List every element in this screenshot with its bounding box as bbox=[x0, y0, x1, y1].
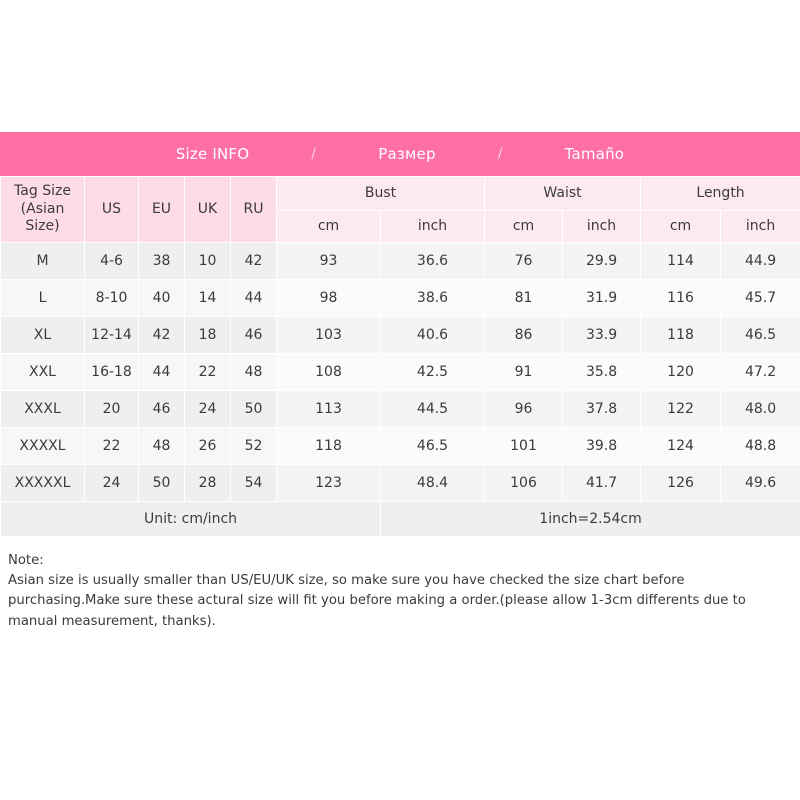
cell-us: 4-6 bbox=[85, 242, 139, 279]
cell-waist-cm: 86 bbox=[485, 316, 563, 353]
cell-us: 16-18 bbox=[85, 353, 139, 390]
cell-eu: 40 bbox=[139, 279, 185, 316]
header-eu: EU bbox=[139, 177, 185, 243]
cell-uk: 14 bbox=[185, 279, 231, 316]
cell-ru: 42 bbox=[231, 242, 277, 279]
cell-eu: 42 bbox=[139, 316, 185, 353]
cell-bust-cm: 118 bbox=[277, 427, 381, 464]
cell-length-cm: 116 bbox=[641, 279, 721, 316]
header-bust-inch: inch bbox=[381, 210, 485, 242]
cell-uk: 22 bbox=[185, 353, 231, 390]
size-table bbox=[0, 176, 800, 537]
table-row bbox=[1, 427, 800, 464]
cell-uk: 28 bbox=[185, 464, 231, 501]
table-footer-row bbox=[1, 501, 800, 536]
cell-length-inch: 45.7 bbox=[721, 279, 800, 316]
table-row bbox=[1, 464, 800, 501]
footer-conversion: 1inch=2.54cm bbox=[381, 501, 800, 536]
footer-unit: Unit: cm/inch bbox=[1, 501, 381, 536]
cell-tag-size: L bbox=[1, 279, 85, 316]
cell-ru: 46 bbox=[231, 316, 277, 353]
cell-length-cm: 122 bbox=[641, 390, 721, 427]
cell-tag-size: XXXXXL bbox=[1, 464, 85, 501]
cell-eu: 46 bbox=[139, 390, 185, 427]
note-text: Asian size is usually smaller than US/EU/UK size, so make sure you have checked the size chart before purchasing.Make sure these actural size will fit you before making a order.(please allow 1-3cm differents due to manual measurement, thanks). bbox=[8, 572, 746, 629]
cell-bust-inch: 40.6 bbox=[381, 316, 485, 353]
header-length-inch: inch bbox=[721, 210, 800, 242]
cell-length-cm: 118 bbox=[641, 316, 721, 353]
cell-waist-inch: 29.9 bbox=[563, 242, 641, 279]
cell-length-cm: 120 bbox=[641, 353, 721, 390]
cell-ru: 52 bbox=[231, 427, 277, 464]
cell-length-inch: 47.2 bbox=[721, 353, 800, 390]
cell-waist-cm: 91 bbox=[485, 353, 563, 390]
cell-waist-cm: 101 bbox=[485, 427, 563, 464]
cell-length-cm: 126 bbox=[641, 464, 721, 501]
size-chart-sheet bbox=[0, 132, 800, 632]
cell-tag-size: M bbox=[1, 242, 85, 279]
cell-bust-inch: 38.6 bbox=[381, 279, 485, 316]
cell-waist-inch: 37.8 bbox=[563, 390, 641, 427]
cell-tag-size: XXXL bbox=[1, 390, 85, 427]
cell-bust-inch: 48.4 bbox=[381, 464, 485, 501]
cell-bust-cm: 103 bbox=[277, 316, 381, 353]
table-row bbox=[1, 353, 800, 390]
cell-waist-inch: 31.9 bbox=[563, 279, 641, 316]
cell-ru: 48 bbox=[231, 353, 277, 390]
header-tag-size-line1: Tag Size bbox=[14, 183, 71, 199]
header-us: US bbox=[85, 177, 139, 243]
cell-uk: 10 bbox=[185, 242, 231, 279]
cell-length-inch: 48.0 bbox=[721, 390, 800, 427]
title-separator-2: / bbox=[497, 146, 503, 162]
cell-waist-inch: 39.8 bbox=[563, 427, 641, 464]
table-row bbox=[1, 316, 800, 353]
cell-bust-inch: 44.5 bbox=[381, 390, 485, 427]
cell-eu: 50 bbox=[139, 464, 185, 501]
cell-bust-cm: 108 bbox=[277, 353, 381, 390]
cell-waist-inch: 33.9 bbox=[563, 316, 641, 353]
cell-ru: 54 bbox=[231, 464, 277, 501]
header-tag-size bbox=[1, 177, 85, 243]
title-segment-es: Tamaño bbox=[564, 145, 625, 163]
cell-us: 22 bbox=[85, 427, 139, 464]
header-ru: RU bbox=[231, 177, 277, 243]
title-segment-en: Size INFO bbox=[175, 145, 250, 163]
cell-us: 12-14 bbox=[85, 316, 139, 353]
header-bust: Bust bbox=[277, 177, 485, 211]
cell-length-cm: 124 bbox=[641, 427, 721, 464]
cell-uk: 24 bbox=[185, 390, 231, 427]
table-row bbox=[1, 279, 800, 316]
cell-eu: 44 bbox=[139, 353, 185, 390]
cell-bust-cm: 123 bbox=[277, 464, 381, 501]
title-separator-1: / bbox=[311, 146, 317, 162]
cell-waist-cm: 106 bbox=[485, 464, 563, 501]
note-label: Note: bbox=[8, 552, 44, 568]
chart-title-bar bbox=[0, 132, 800, 176]
title-segment-ru: Размер bbox=[378, 145, 436, 163]
header-waist: Waist bbox=[485, 177, 641, 211]
header-waist-inch: inch bbox=[563, 210, 641, 242]
cell-bust-cm: 93 bbox=[277, 242, 381, 279]
cell-tag-size: XXL bbox=[1, 353, 85, 390]
table-header-group-row bbox=[1, 177, 800, 211]
note-block bbox=[0, 537, 800, 633]
header-tag-size-line2: (Asian Size) bbox=[20, 200, 65, 234]
cell-waist-inch: 41.7 bbox=[563, 464, 641, 501]
cell-uk: 18 bbox=[185, 316, 231, 353]
cell-us: 8-10 bbox=[85, 279, 139, 316]
table-body bbox=[1, 242, 800, 536]
cell-tag-size: XXXXL bbox=[1, 427, 85, 464]
cell-waist-cm: 76 bbox=[485, 242, 563, 279]
cell-length-inch: 48.8 bbox=[721, 427, 800, 464]
cell-waist-inch: 35.8 bbox=[563, 353, 641, 390]
cell-ru: 44 bbox=[231, 279, 277, 316]
table-row bbox=[1, 242, 800, 279]
cell-bust-cm: 98 bbox=[277, 279, 381, 316]
cell-bust-inch: 42.5 bbox=[381, 353, 485, 390]
header-bust-cm: cm bbox=[277, 210, 381, 242]
cell-ru: 50 bbox=[231, 390, 277, 427]
cell-tag-size: XL bbox=[1, 316, 85, 353]
cell-length-inch: 49.6 bbox=[721, 464, 800, 501]
cell-bust-cm: 113 bbox=[277, 390, 381, 427]
cell-waist-cm: 81 bbox=[485, 279, 563, 316]
cell-uk: 26 bbox=[185, 427, 231, 464]
cell-us: 24 bbox=[85, 464, 139, 501]
header-length-cm: cm bbox=[641, 210, 721, 242]
header-length: Length bbox=[641, 177, 800, 211]
cell-eu: 38 bbox=[139, 242, 185, 279]
cell-bust-inch: 46.5 bbox=[381, 427, 485, 464]
cell-waist-cm: 96 bbox=[485, 390, 563, 427]
cell-length-inch: 46.5 bbox=[721, 316, 800, 353]
header-waist-cm: cm bbox=[485, 210, 563, 242]
cell-length-inch: 44.9 bbox=[721, 242, 800, 279]
cell-bust-inch: 36.6 bbox=[381, 242, 485, 279]
cell-us: 20 bbox=[85, 390, 139, 427]
cell-length-cm: 114 bbox=[641, 242, 721, 279]
table-row bbox=[1, 390, 800, 427]
cell-eu: 48 bbox=[139, 427, 185, 464]
header-uk: UK bbox=[185, 177, 231, 243]
